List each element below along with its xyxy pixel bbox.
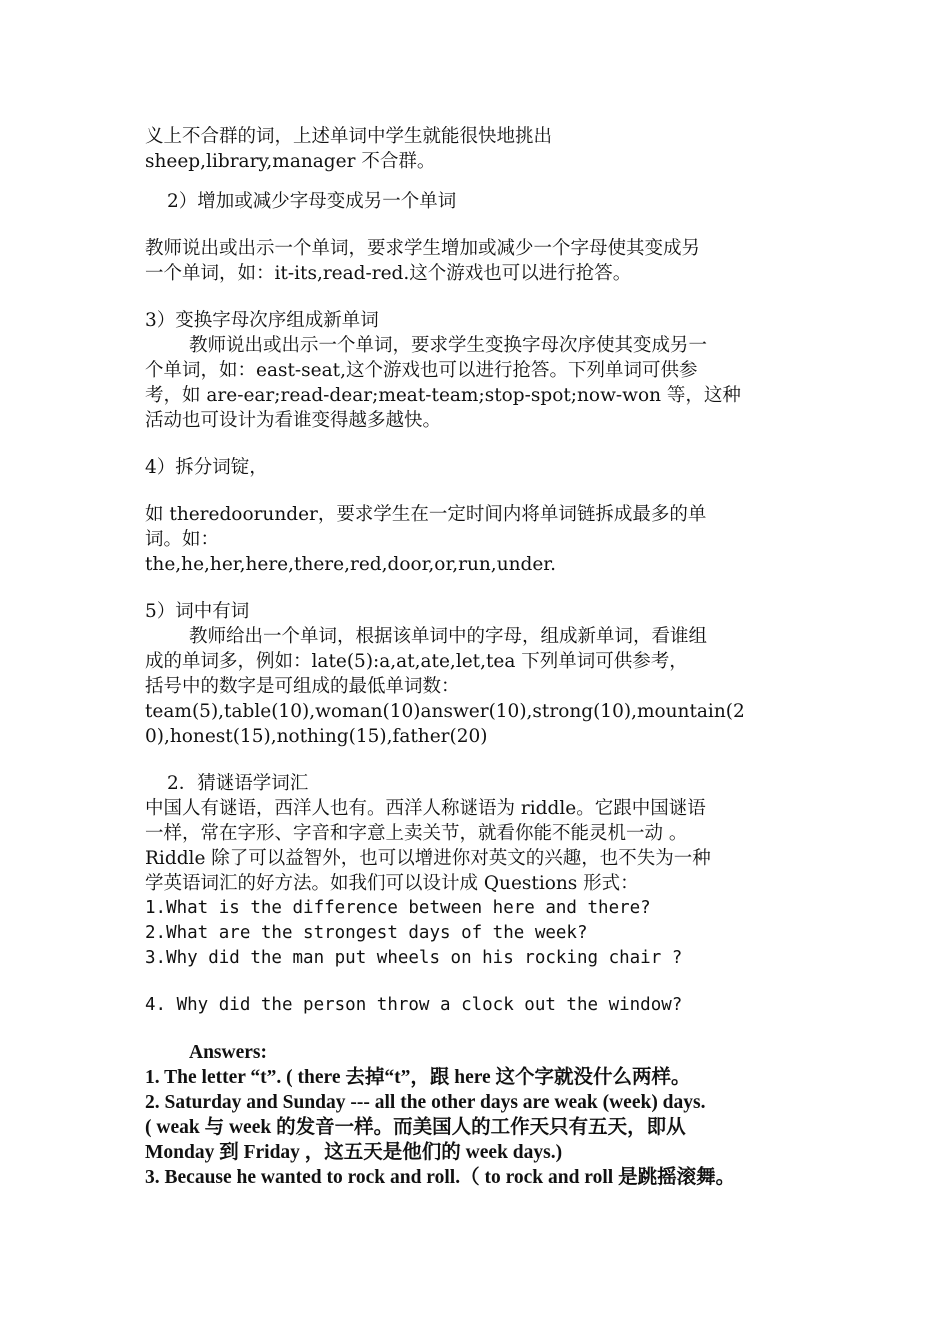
section-heading-4: 4）拆分词锭， [145,457,268,478]
section-heading-5: 5）词中有词 [145,601,250,622]
answer-2: 2. Saturday and Sunday --- all the other days are weak (week) days. [145,1092,706,1113]
text-line: 考，如 are-ear;read-dear;meat-team;stop-spot;now-won 等，这种 [145,385,741,406]
text-line: 教师给出一个单词，根据该单词中的字母，组成新单词，看谁组 [189,626,708,647]
document-body [145,124,813,1190]
riddle-question-1: 1.What is the difference between here and there? [145,898,651,918]
text-line: 教师说出或出示一个单词，要求学生变换字母次序使其变成另一 [189,335,708,356]
text-line: 一样，常在字形、字音和字意上卖关节，就看你能不能灵机一动 。 [145,823,688,844]
answers-title: Answers: [189,1042,267,1063]
section-heading-2: 2）增加或减少字母变成另一个单词 [167,191,457,212]
text-line: sheep,library,manager 不合群。 [145,151,436,172]
text-line: 活动也可设计为看谁变得越多越快。 [145,410,442,431]
text-line: Riddle 除了可以益智外，也可以增进你对英文的兴趣，也不失为一种 [145,848,711,869]
answer-1: 1. The letter “t”. ( there 去掉“t”，跟 here 这个字就没什么两样。 [145,1067,691,1088]
text-line: 个单词，如：east-seat,这个游戏也可以进行抢答。下列单词可供参 [145,360,698,381]
text-line: 义上不合群的词，上述单词中学生就能很快地挑出 [145,126,553,147]
text-line: 教师说出或出示一个单词，要求学生增加或减少一个字母使其变成另 [145,238,701,259]
answer-3: 3. Because he wanted to rock and roll.（ to rock and roll 是跳摇滚舞。 [145,1167,736,1188]
text-line: 如 theredoorunder，要求学生在一定时间内将单词链拆成最多的单 [145,504,707,525]
text-line: team(5),table(10),woman(10)answer(10),strong(10),mountain(2 [145,701,745,722]
section-heading-3: 3）变换字母次序组成新单词 [145,310,379,331]
riddle-question-3: 3.Why did the man put wheels on his rocking chair ? [145,948,683,968]
riddle-question-4: 4. Why did the person throw a clock out the window? [145,995,683,1015]
text-line: 学英语词汇的好方法。如我们可以设计成 Questions 形式： [145,873,639,894]
answer-2-note: ( weak 与 week 的发音一样。而美国人的工作天只有五天，即从 [145,1117,686,1138]
text-line: 0),honest(15),nothing(15),father(20) [145,726,488,747]
text-line: 词。如： [145,529,220,550]
text-line: 中国人有谜语，西洋人也有。西洋人称谜语为 riddle。它跟中国谜语 [145,798,706,819]
riddle-question-2: 2.What are the strongest days of the week? [145,923,588,943]
section-heading-riddles: 2．猜谜语学词汇 [167,773,309,794]
text-line: 括号中的数字是可组成的最低单词数： [145,676,460,697]
text-line: the,he,her,here,there,red,door,or,run,under. [145,554,557,575]
answer-2-note-cont: Monday 到 Friday ，这五天是他们的 week days.) [145,1142,563,1163]
text-line: 成的单词多，例如：late(5):a,at,ate,let,tea 下列单词可供参考， [145,651,688,672]
text-line: 一个单词，如：it-its,read-red.这个游戏也可以进行抢答。 [145,263,632,284]
